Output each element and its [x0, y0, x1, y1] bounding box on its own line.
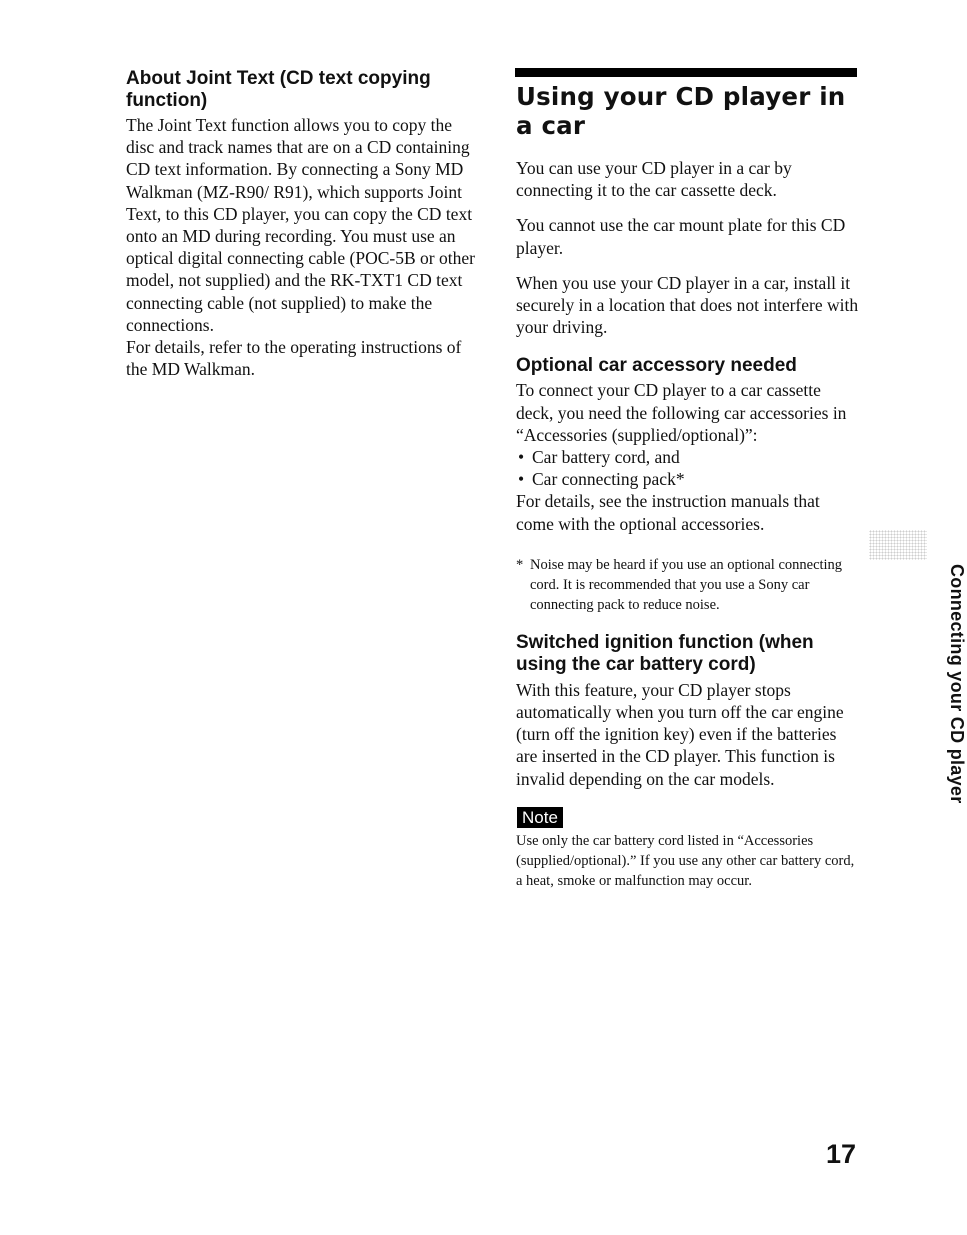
joint-text-heading: About Joint Text (CD text copying function): [126, 68, 431, 111]
footnote-mark: *: [516, 556, 524, 573]
footnote: [516, 555, 861, 615]
accessory-after-paragraph: For details, see the instruction manuals that come with the optional accessories.: [516, 491, 820, 534]
footnote-text: Noise may be heard if you use an optional connecting cord. It is recommended that you use a Sony car connecting pack to reduce noise.: [530, 556, 843, 613]
right-column: [516, 68, 861, 891]
section-title-rule: [515, 68, 857, 77]
accessory-paragraph: To connect your CD player to a car cassette deck, you need the following car accessories in “Accessories (supplied/optional)”:: [516, 380, 847, 445]
accessory-heading: Optional car accessory needed: [516, 355, 797, 377]
list-item: [516, 468, 861, 490]
section-title: Using your CD player in a car: [516, 82, 846, 140]
list-item-text: Car connecting pack*: [532, 469, 685, 490]
list-item: [516, 446, 861, 468]
intro-paragraph-3: When you use your CD player in a car, install it securely in a location that does not interfere with your driving.: [516, 272, 859, 338]
joint-text-paragraph: The Joint Text function allows you to copy the disc and track names that are on a CD containing CD text information. By connecting a Sony MD Walkman (MZ-R90/ R91), which supports Joint Text, to this CD player, you can copy the CD text onto an MD during recording. You must use an optical digital connecting cable (POC-5B or other model, not supplied) and the RK-TXT1 CD text connecting cable (not supplied) to make the connections.: [126, 115, 475, 335]
intro-paragraph-1: You can use your CD player in a car by connecting it to the car cassette deck.: [516, 158, 792, 201]
page-number: 17: [826, 1139, 857, 1169]
note-block: [516, 807, 861, 891]
side-tab-shading: [869, 530, 927, 560]
list-item-text: Car battery cord, and: [532, 447, 680, 468]
intro-paragraph-2: You cannot use the car mount plate for this CD player.: [516, 215, 846, 258]
left-column: [126, 68, 478, 380]
joint-text-details-paragraph: For details, refer to the operating instructions of the MD Walkman.: [126, 337, 462, 380]
accessory-list: [516, 446, 861, 490]
ignition-heading: Switched ignition function (when using the car battery cord): [516, 631, 814, 675]
chapter-side-tab: [867, 530, 967, 804]
note-badge: Note: [517, 807, 563, 828]
ignition-paragraph: With this feature, your CD player stops automatically when you turn off the car engine (turn off the ignition key) even if the batteries are inserted in the CD player. This function is invalid depending on the car models.: [516, 679, 844, 789]
note-text: Use only the car battery cord listed in “Accessories (supplied/optional).” If you use any other car battery cord, a heat, smoke or malfunction may occur.: [516, 832, 855, 889]
bullet-icon: •: [518, 469, 525, 490]
bullet-icon: •: [518, 447, 525, 468]
side-tab-label: Connecting your CD player: [947, 564, 967, 804]
